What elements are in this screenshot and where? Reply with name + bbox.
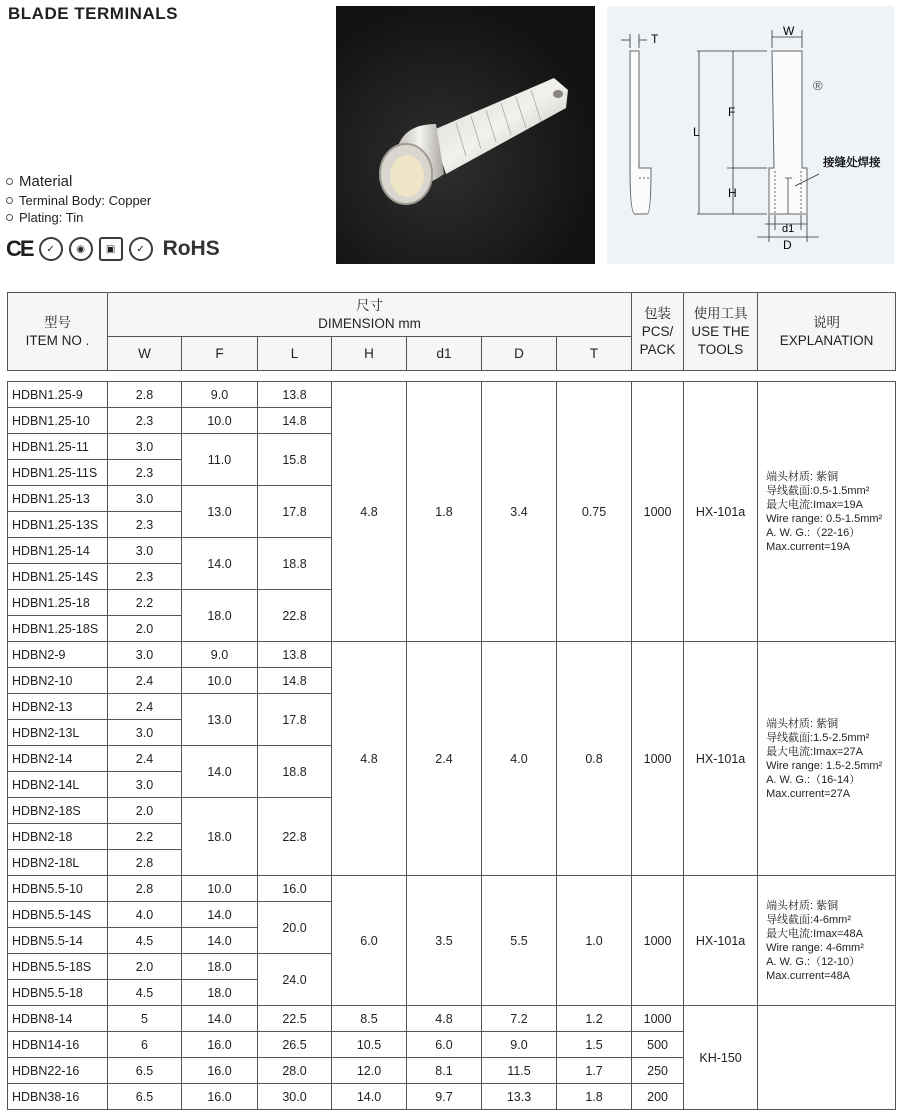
drawing-label-l: L [693, 125, 700, 139]
table-row: HDBN2-14L 3.0 [8, 772, 896, 798]
table-row: HDBN1.25-11S 2.3 [8, 460, 896, 486]
drawing-label-f: F [728, 105, 736, 119]
header-h: H [332, 337, 407, 371]
table-row: HDBN1.25-13S 2.3 [8, 512, 896, 538]
table-row: HDBN1.25-18S 2.0 [8, 616, 896, 642]
explanation-group2: 端头材质: 紫铜 导线截面:1.5-2.5mm² 最大电流:Imax=27A Wire range: 1.5-2.5mm² A. W. G.:（16-14） Max.current=27A [758, 642, 896, 876]
material-plating: Plating: Tin [19, 210, 84, 225]
header-t: T [557, 337, 632, 371]
explanation-group4 [758, 1006, 896, 1110]
spec-table [7, 292, 896, 1110]
table-row: HDBN2-13L 3.0 [8, 720, 896, 746]
table-row: HDBN1.25-9 2.8 9.0 13.8 4.8 1.8 3.4 0.75 1000 HX-101a 端头材质: 紫铜 导线截面:0.5-1.5mm² 最大电流:Imax=19A Wire range: 0.5-1.5mm² A. W. G.:（22-16） Max.current=19A [8, 382, 896, 408]
drawing-label-d1: d1 [782, 223, 795, 235]
dimension-drawing [607, 6, 894, 264]
header-item-no: 型号 ITEM NO . [8, 293, 108, 371]
table-row: HDBN5.5-18S 2.0 18.0 24.0 [8, 954, 896, 980]
header-tools: 使用工具 USE THE TOOLS [684, 293, 758, 371]
header-dimension: 尺寸 DIMENSION mm [108, 293, 632, 337]
drawing-label-w: W [783, 24, 795, 38]
ce-mark-icon: CE [6, 236, 33, 261]
table-row: HDBN8-14 5 14.0 22.5 8.5 4.8 7.2 1.2 1000 KH-150 [8, 1006, 896, 1032]
table-row: HDBN2-13 2.4 13.0 17.8 [8, 694, 896, 720]
table-row: HDBN2-18S 2.0 18.0 22.8 [8, 798, 896, 824]
table-row: HDBN1.25-14 3.0 14.0 18.8 [8, 538, 896, 564]
table-row: HDBN1.25-10 2.3 10.0 14.8 [8, 408, 896, 434]
table-row: HDBN5.5-10 2.8 10.0 16.0 6.0 3.5 5.5 1.0 1000 HX-101a 端头材质: 紫铜 导线截面:4-6mm² 最大电流:Imax=48A Wire range: 4-6mm² A. W. G.:（12-10） Max.current=48A [8, 876, 896, 902]
bullet-icon [6, 214, 13, 221]
table-row: HDBN1.25-18 2.2 18.0 22.8 [8, 590, 896, 616]
drawing-label-h: H [728, 186, 737, 200]
header-f: F [182, 337, 258, 371]
header-d: D [482, 337, 557, 371]
table-row: HDBN2-18L 2.8 [8, 850, 896, 876]
quality-mark-icon: ▣ [99, 237, 123, 261]
table-row: HDBN2-10 2.4 10.0 14.8 [8, 668, 896, 694]
table-row: HDBN1.25-13 3.0 13.0 17.8 [8, 486, 896, 512]
material-heading: Material [19, 173, 73, 190]
page-title: BLADE TERMINALS [8, 4, 178, 23]
header-explanation: 说明 EXPLANATION [758, 293, 896, 371]
table-row: HDBN1.25-14S 2.3 [8, 564, 896, 590]
blade-terminal-photo-icon [336, 6, 595, 264]
sgs-seal-icon: ✓ [129, 237, 153, 261]
table-row: HDBN5.5-14 4.5 14.0 [8, 928, 896, 954]
table-row: HDBN38-16 6.5 16.0 30.0 14.0 9.7 13.3 1.8 200 [8, 1084, 896, 1110]
bullet-icon [6, 197, 13, 204]
table-row: HDBN5.5-14S 4.0 14.0 20.0 [8, 902, 896, 928]
certification-seal-icon: ✓ [39, 237, 63, 261]
table-row: HDBN1.25-11 3.0 11.0 15.8 [8, 434, 896, 460]
table-row: HDBN2-14 2.4 14.0 18.8 [8, 746, 896, 772]
header-w: W [108, 337, 182, 371]
registered-mark: ® [813, 78, 823, 93]
weld-note: 接缝处焊接 [823, 157, 881, 169]
rohs-mark: RoHS [162, 237, 220, 260]
header-d1: d1 [407, 337, 482, 371]
table-row: HDBN5.5-18 4.5 18.0 [8, 980, 896, 1006]
header-pack: 包装 PCS/ PACK [632, 293, 684, 371]
material-info [6, 173, 151, 226]
explanation-group1: 端头材质: 紫铜 导线截面:0.5-1.5mm² 最大电流:Imax=19A Wire range: 0.5-1.5mm² A. W. G.:（22-16） Max.current=19A [758, 382, 896, 642]
explanation-group3: 端头材质: 紫铜 导线截面:4-6mm² 最大电流:Imax=48A Wire range: 4-6mm² A. W. G.:（12-10） Max.current=48A [758, 876, 896, 1006]
certification-logos [6, 236, 220, 262]
drawing-label-t: T [651, 32, 659, 46]
table-row: HDBN2-9 3.0 9.0 13.8 4.8 2.4 4.0 0.8 1000 HX-101a 端头材质: 紫铜 导线截面:1.5-2.5mm² 最大电流:Imax=27A Wire range: 1.5-2.5mm² A. W. G.:（16-14） Max.current=27A [8, 642, 896, 668]
product-photo [336, 6, 595, 264]
drawing-label-d: D [783, 238, 792, 252]
table-row: HDBN2-18 2.2 [8, 824, 896, 850]
bullet-icon [6, 178, 13, 185]
ccc-seal-icon: ◉ [69, 237, 93, 261]
material-body: Terminal Body: Copper [19, 193, 152, 208]
header-l: L [258, 337, 332, 371]
table-row: HDBN14-16 6 16.0 26.5 10.5 6.0 9.0 1.5 500 [8, 1032, 896, 1058]
table-row: HDBN22-16 6.5 16.0 28.0 12.0 8.1 11.5 1.7 250 [8, 1058, 896, 1084]
